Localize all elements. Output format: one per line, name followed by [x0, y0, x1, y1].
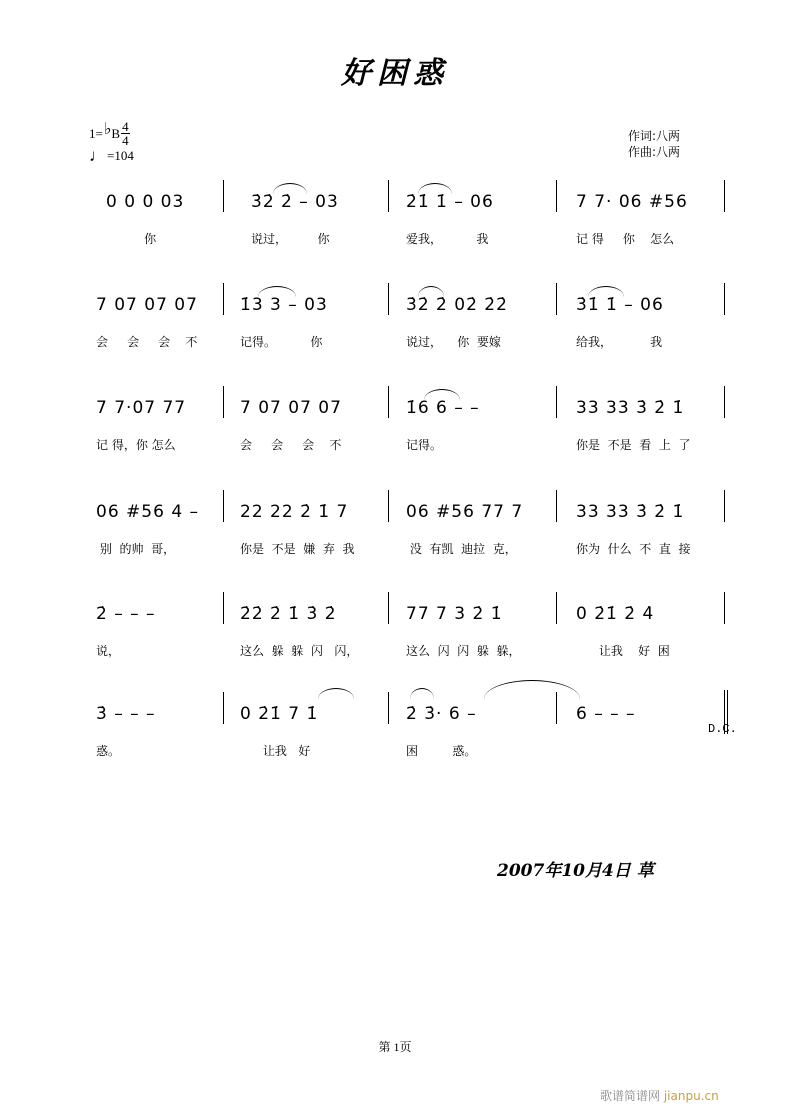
measure-notes: 33 33 3̇ 2̇ 1̇ [576, 398, 685, 418]
page-number: 第 1页 [378, 1040, 412, 1054]
tie-arc [258, 286, 296, 297]
measure-lyrics: 爱我， 我 [406, 232, 489, 246]
time-bottom: 4 [122, 133, 129, 148]
barline [388, 692, 389, 724]
staff-system-4 [88, 490, 738, 570]
barline [388, 180, 389, 212]
measure-lyrics: 别 的帅 哥， [96, 542, 176, 556]
measure-lyrics: 记 得，你 怎么 [96, 438, 176, 452]
measure-lyrics: 记得。 你 [240, 335, 323, 349]
measure-notes: 2̇2̇ 2̇ 1̇ 3̇ 2̇ [240, 604, 337, 624]
barline [223, 490, 224, 522]
staff-system-3 [88, 386, 738, 466]
measure-notes: 06 #56 77 7 [406, 502, 524, 522]
measure-lyrics: 困 惑。 [406, 744, 477, 758]
tie-arc [424, 389, 460, 400]
tempo-value: =104 [107, 148, 134, 163]
credits [628, 128, 680, 160]
measure-notes: 3̇ – – – [96, 704, 156, 724]
watermark [600, 1087, 719, 1104]
measure-notes: 33 33 3̇ 2̇ 1̇ [576, 502, 685, 522]
measure-lyrics: 你 [106, 232, 157, 246]
measure-lyrics: 这么 闪 闪 躲 躲， [406, 644, 521, 658]
measure-notes: 6 – – – [576, 704, 636, 724]
barline [556, 692, 557, 724]
staff-system-6 [88, 692, 738, 772]
measure-notes: 2̇ 3̇· 6 – [406, 704, 477, 724]
measure-notes: 3̇2̇ 2̇ 02̇ 2̇2̇ [406, 295, 508, 315]
barline [223, 592, 224, 624]
measure-notes: 7 7· 06 #56 [576, 192, 688, 212]
barline [724, 283, 725, 315]
composer: 作曲:八两 [628, 145, 681, 159]
measure-lyrics: 让我 好 困 [576, 644, 670, 658]
measure-lyrics: 你是 不是 看 上 了 [576, 438, 691, 452]
tempo-marking [89, 146, 134, 165]
watermark-cn: 歌谱简谱网 [600, 1089, 661, 1103]
staff-system-2 [88, 283, 738, 363]
key-note: B [111, 125, 121, 141]
barline [724, 180, 725, 212]
measure-lyrics: 会 会 会 不 [96, 335, 198, 349]
measure-notes: 7 07 07 07 [240, 398, 342, 418]
measure-lyrics: 记得。 [406, 438, 443, 452]
barline [223, 283, 224, 315]
time-signature [121, 120, 130, 147]
barline [223, 692, 224, 724]
lyricist: 作词:八两 [628, 129, 681, 143]
barline [556, 180, 557, 212]
tie-arc [410, 688, 434, 699]
measure-notes: 1̇6 6 – – [406, 398, 480, 418]
measure-lyrics: 没 有凯 迪拉 克， [406, 542, 517, 556]
barline [388, 490, 389, 522]
barline [223, 386, 224, 418]
tie-arc [318, 688, 354, 699]
barline [556, 490, 557, 522]
measure-lyrics: 记 得 你 怎么 [576, 232, 675, 246]
song-title: 好困惑 [341, 56, 449, 91]
composition-date: 2007年10月4日 草 [497, 861, 654, 881]
quarter-note-icon: ♩ [89, 146, 106, 165]
measure-notes: 7 7·07 77 [96, 398, 187, 418]
barline [724, 386, 725, 418]
measure-notes: 06 #56 4 – [96, 502, 200, 522]
measure-notes: 0 0 0 03 [106, 192, 185, 212]
measure-lyrics: 这么 躲 躲 闪 闪， [240, 644, 359, 658]
watermark-en: jianpu.cn [663, 1089, 719, 1103]
measure-lyrics: 你为 什么 不 直 接 [576, 542, 691, 556]
tie-arc [588, 286, 624, 297]
measure-lyrics: 你是 不是 嫌 弃 我 [240, 542, 355, 556]
measure-notes: 2̇ – – – [96, 604, 156, 624]
measure-notes: 3̇1̇ 1̇ – 06 [576, 295, 664, 315]
barline [556, 386, 557, 418]
measure-notes: 77 7 3 2̇ 1̇ [406, 604, 503, 624]
measure-lyrics: 惑。 [96, 744, 121, 758]
barline [388, 283, 389, 315]
flat-icon: ♭ [103, 120, 112, 138]
measure-lyrics: 说， [96, 644, 121, 658]
staff-system-5 [88, 592, 738, 672]
measure-lyrics: 会 会 会 不 [240, 438, 342, 452]
measure-notes: 2̇1̇ 1̇ – 06 [406, 192, 494, 212]
barline [388, 386, 389, 418]
measure-notes: 1̇3 3 – 03 [240, 295, 328, 315]
da-capo-marking: D.C. [708, 722, 737, 736]
measure-notes: 0 2̇1̇ 7 1̇ [240, 704, 319, 724]
tie-arc [273, 183, 307, 194]
barline [388, 592, 389, 624]
measure-lyrics: 让我 好 [240, 744, 311, 758]
measure-notes: 0 2̇1̇ 2̇ 4̇ [576, 604, 655, 624]
tie-arc [418, 183, 452, 194]
staff-system-1 [88, 180, 738, 260]
time-top: 4 [122, 119, 129, 134]
measure-lyrics: 说过， 你 [251, 232, 330, 246]
barline [724, 592, 725, 624]
barline [556, 283, 557, 315]
barline [223, 180, 224, 212]
measure-notes: 22 22 2̇ 1̇ 7 [240, 502, 349, 522]
key-tonic: 1= [89, 125, 103, 141]
key-signature [89, 120, 134, 163]
measure-notes: 3̇2̇ 2̇ – 03 [251, 192, 339, 212]
barline [556, 592, 557, 624]
measure-lyrics: 说过， 你 要嫁 [406, 335, 501, 349]
measure-notes: 7 07 07 07 [96, 295, 198, 315]
barline [724, 490, 725, 522]
measure-lyrics: 给我， 我 [576, 335, 663, 349]
tie-arc [484, 680, 580, 699]
tie-arc [418, 286, 444, 297]
